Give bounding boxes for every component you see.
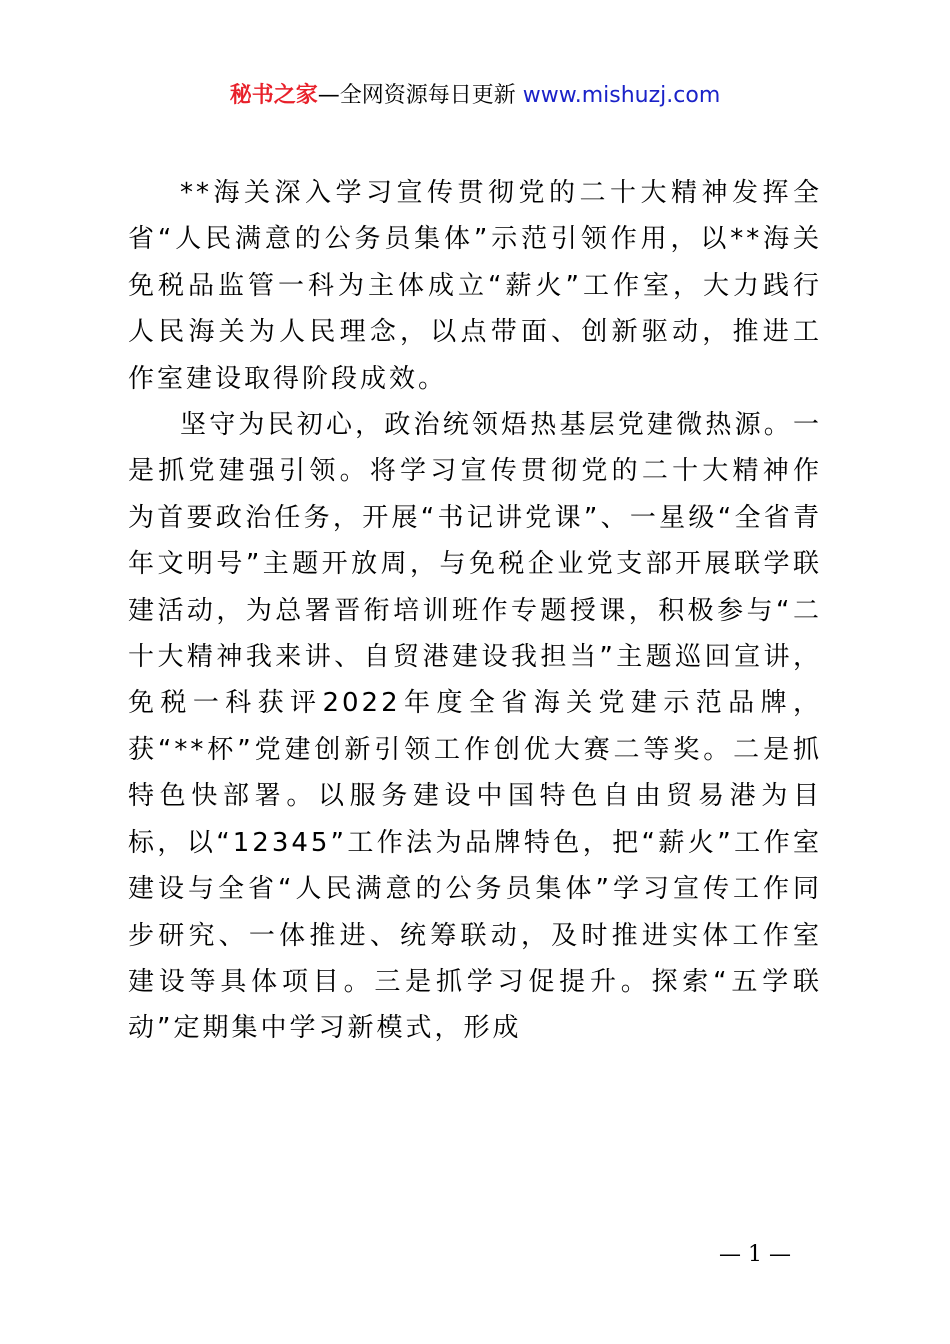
site-header-banner	[0, 80, 950, 112]
site-url-link[interactable]: www.mishuzj.com	[522, 83, 721, 108]
body-paragraph-intro: **海关深入学习宣传贯彻党的二十大精神发挥全省“人民满意的公务员集体”示范引领作用，以**海关免税品监管一科为主体成立“薪火”工作室，大力践行人民海关为人民理念，以点带面、创新驱动，推进工作室建设取得阶段成效。	[128, 178, 822, 394]
site-slogan: —全网资源每日更新	[317, 83, 523, 108]
document-body	[128, 170, 822, 1052]
body-paragraph-party-building: 坚守为民初心，政治统领焐热基层党建微热源。一是抓党建强引领。将学习宣传贯彻党的二十大精神作为首要政治任务，开展“书记讲党课”、一星级“全省青年文明号”主题开放周，与免税企业党支部开展联学联建活动，为总署晋衔培训班作专题授课，积极参与“二十大精神我来讲、自贸港建设我担当”主题巡回宣讲，免税一科获评2022年度全省海关党建示范品牌，获“**杯”党建创新引领工作创优大赛二等奖。二是抓特色快部署。以服务建设中国特色自由贸易港为目标，以“12345”工作法为品牌特色，把“薪火”工作室建设与全省“人民满意的公务员集体”学习宣传工作同步研究、一体推进、统筹联动，及时推进实体工作室建设等具体项目。三是抓学习促提升。探索“五学联动”定期集中学习新模式，形成	[128, 410, 822, 1044]
site-brand-name: 秘书之家	[229, 83, 318, 108]
page-number: — 1 —	[719, 1242, 791, 1267]
